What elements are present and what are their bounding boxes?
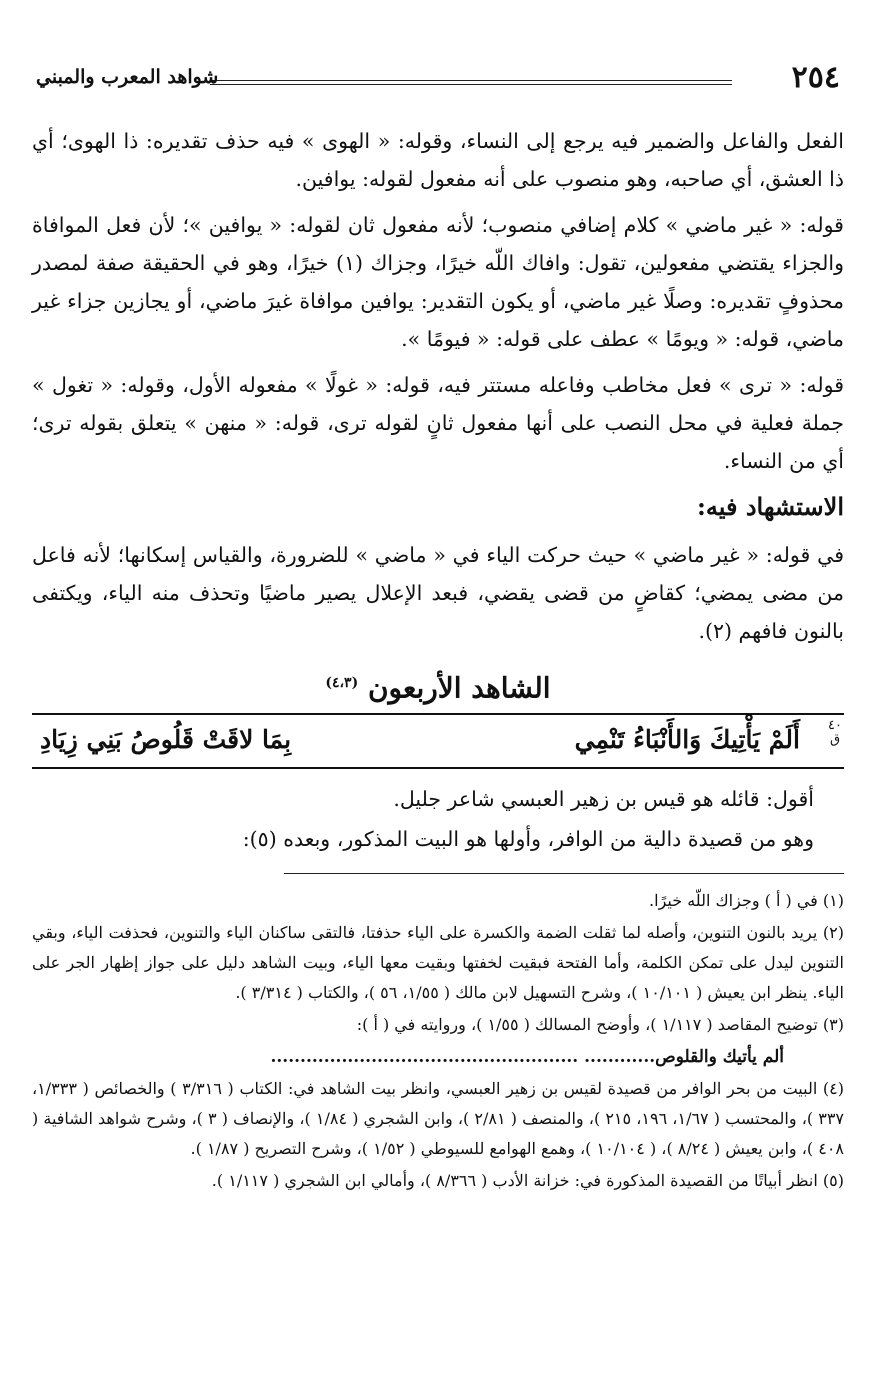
verse-number [828,719,842,747]
commentary-line-1: أقول: قائله هو قيس بن زهير العبسي شاعر جليل. [393,787,814,812]
paragraph-2: قوله: « غير ماضي » كلام إضافي منصوب؛ لأنه مفعول ثان لقوله: « يوافين »؛ لأن فعل الموافاة والجزاء يقتضي مفعولين، تقول: وافاك اللّه خيرًا، وجزاك (١) خيرًا، وهو في الحقيقة صفة لمصدر محذوفٍ تقديره: وصلًا غير ماضي، أو يكون التقدير: يوافين موافاة غيرَ ماضي، أو يجازين جزاء غير ماضي، قوله: « ويومًا » عطف على قوله: « فيومًا ». [32,213,844,351]
footnote-quote-text: ألم يأتيك والقلوص............ [584,1047,784,1068]
paragraph-3: قوله: « ترى » فعل مخاطب وفاعله مستتر فيه، قوله: « غولًا » مفعوله الأول، وقوله: « تغول » جملة فعلية في محل النصب على أنها مفعول ثانٍ لقوله ترى، قوله: « منهن » يتعلق بقوله ترى؛ أي من النساء. [32,373,844,473]
footnote-rule [284,873,844,874]
footnote-2: (٢) يريد بالنون التنوين، وأصله لما ثقلت الضمة والكسرة على الياء حذفتا، فالتقى ساكنان الياء والتنوين، فحذفت الياء، وبقي التنوين ليدل على تمكن الكلمة، وأما الفتحة فبقيت لخفتها وبقيت معها الياء، وبيت الشاهد دليل على جواز إظهار الجر على الياء. ينظر ابن يعيش ( ١٠/١٠١ )، وشرح التسهيل لابن مالك ( ١/٥٥، ٥٦ )، والكتاب ( ٣/٣١٤ ). [32,923,844,1003]
footnotes [32,886,844,1196]
header-rule [210,80,732,85]
running-title: شواهد المعرب والمبني [36,66,219,88]
paragraph-1: الفعل والفاعل والضمير فيه يرجع إلى النساء، وقوله: « الهوى » فيه حذف تقديره: ذا الهوى؛ أي ذا العشق، أي صاحبه، وهو منصوب على أنه مفعول لقوله: يوافين. [32,129,844,191]
verse-box [32,713,844,769]
commentary [32,779,844,859]
verse-number-value: ٤٠ [828,718,842,734]
footnote-3: (٣) توضيح المقاصد ( ١/١١٧ )، وأوضح المسالك ( ١/٥٥ )، وروايته في ( أ ): [356,1015,844,1035]
footnote-quote-dots: .................................................... [270,1047,579,1068]
main-text [32,122,844,859]
page [32,52,844,1198]
verse-hemistich-2: بِمَا لاقَتْ قَلُوصُ بَنِي زِيَادِ [40,725,292,755]
shahid-title [32,664,844,707]
shahid-title-ref: (٤،٣) [325,675,359,691]
footnote-5: (٥) انظر أبياتًا من القصيدة المذكورة في: خزانة الأدب ( ٨/٣٦٦ )، وأمالي ابن الشجري ( ١/١١٧ ). [211,1171,844,1191]
footnote-4: (٤) البيت من بحر الوافر من قصيدة لقيس بن زهير العبسي، وانظر بيت الشاهد في: الكتاب ( ٣/٣١٦ ) والخصائص ( ١/٣٣٣، ٣٣٧ )، والمحتسب ( ١/٦٧، ١٩٦، ٢١٥ )، والمنصف ( ٢/٨١ )، وابن الشجري ( ١/٨٤ )، والإنصاف ( ٣ )، وشرح شواهد الشافية ( ٤٠٨ )، وابن يعيش ( ٨/٢٤ )، ( ١٠/١٠٤ )، وهمع الهوامع للسيوطي ( ١/٥٢ )، وشرح التصريح ( ١/٨٧ ). [32,1079,845,1159]
verse-meter: ق [829,732,841,748]
shahid-title-text: الشاهد الأربعون [367,671,551,705]
page-number: ٢٥٤ [791,60,840,95]
page-header [32,52,844,100]
commentary-line-2: وهو من قصيدة دالية من الوافر، وأولها هو البيت المذكور، وبعده (٥): [242,827,814,852]
istishhad-text: في قوله: « غير ماضي » حيث حركت الياء في « ماضي » للضرورة، والقياس إسكانها؛ لأنه فاعل من مضى يمضي؛ كقاضٍ من قضى يقضي، فبعد الإعلال يصير ماضيًا وتحذف منه الياء، ويكتفى بالنون فافهم (٢). [32,543,844,643]
section-heading-istishhad: الاستشهاد فيه: [697,492,844,521]
footnote-quote [32,1042,844,1072]
footnote-1: (١) في ( أ ) وجزاك اللّه خيرًا. [649,891,844,911]
verse-hemistich-1: أَلَمْ يَأْتِيكَ وَالأَنْبَاءُ تَنْمِي [574,725,800,755]
